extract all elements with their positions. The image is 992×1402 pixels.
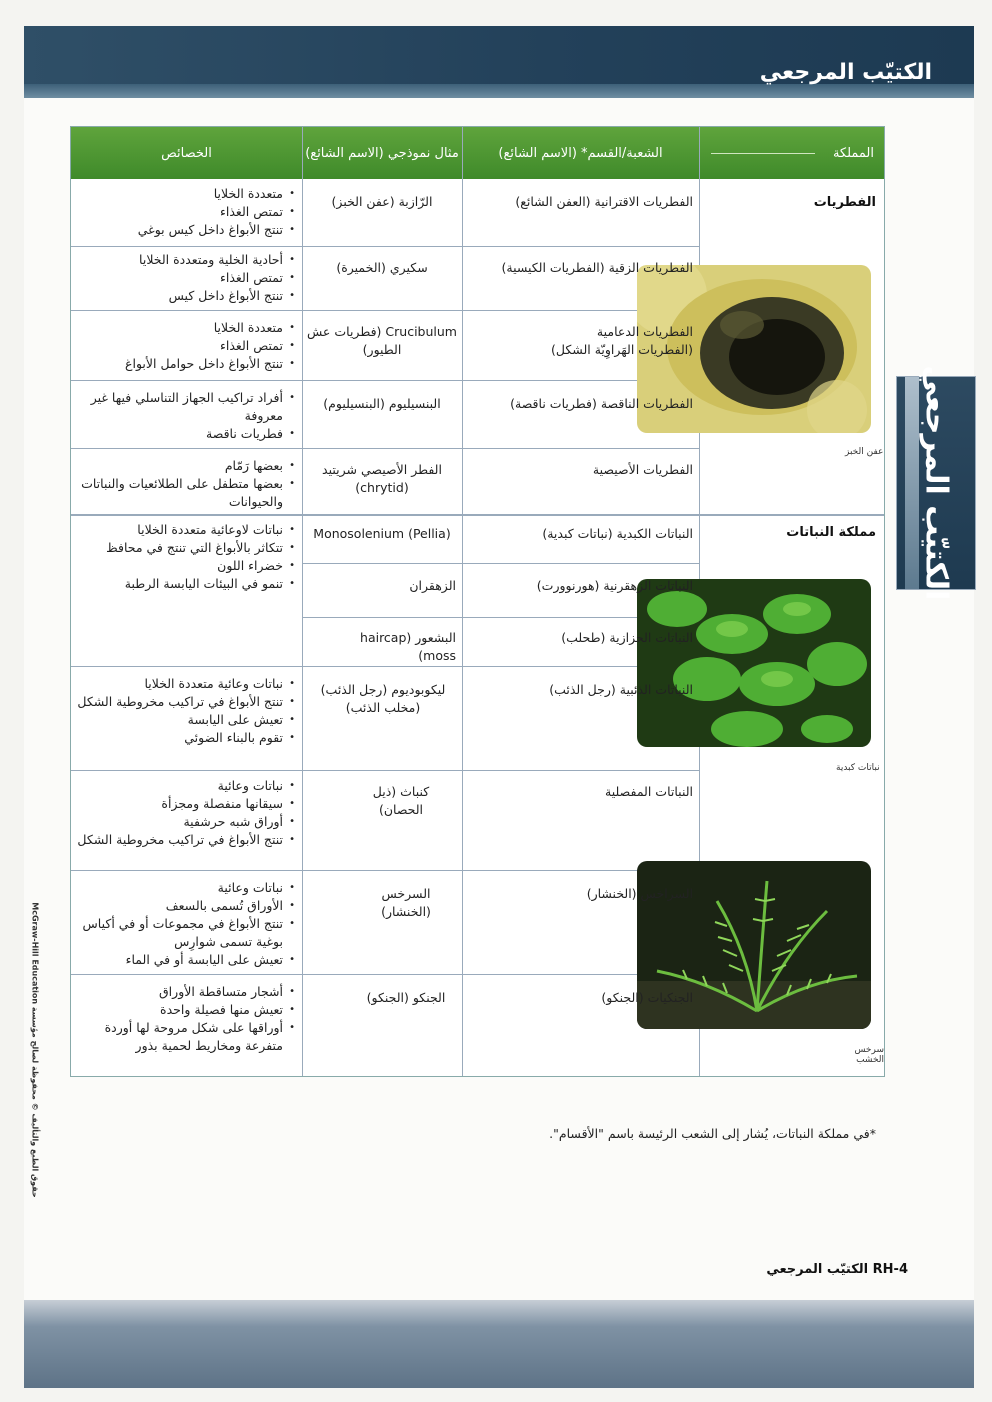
trait-item: • نباتات وعائية متعددة الخلايا <box>77 675 295 693</box>
copyright-text: McGraw-Hill Education حقوق الطبع والتأليف © محفوظة لصالح مؤسسة <box>30 902 40 1198</box>
table-header <box>71 127 884 179</box>
trait-item: • بعضها متطفل على الطلائعيات والنباتات والحيوانات <box>77 475 295 511</box>
example-cell: كنباث (ذيل الحصان) <box>372 784 430 817</box>
header-example: مثال نموذجي (الاسم الشائع) <box>305 145 459 161</box>
trait-item: • بعضها رَمّام <box>77 457 295 475</box>
example-cell: الرّازبة (عفن الخبز) <box>331 194 433 209</box>
example-cell: البشعور (haircap moss) <box>360 630 456 663</box>
kingdom-plants: مملكة النباتات <box>786 525 876 540</box>
trait-item: • تقوم بالبناء الضوئي <box>77 729 295 747</box>
row-divider <box>71 666 699 667</box>
traits-cell <box>77 389 295 443</box>
traits-cell <box>77 521 295 593</box>
phylum-cell: الفطريات الزقية (الفطريات الكيسية) <box>501 260 693 275</box>
phylum-cell: الجنكيات (الجنكو) <box>601 990 693 1005</box>
header-traits: الخصائص <box>161 145 212 161</box>
example-cell: Monosolenium (Pellia) <box>313 526 451 541</box>
row-divider <box>71 870 699 871</box>
footer-title: الكتيّب المرجعي <box>766 1262 869 1277</box>
trait-item: • أحادية الخلية ومتعددة الخلايا <box>77 251 295 269</box>
example-cell: الفطر الأصيصي شريتيد (chrytid) <box>322 462 442 495</box>
copyright-spine <box>26 900 44 1200</box>
caption-liverwort: نباتات كبدية <box>836 763 880 773</box>
row-divider <box>71 770 699 771</box>
trait-item: • تمتص الغذاء <box>77 203 295 221</box>
footnote: *في مملكة النباتات، يُشار إلى الشعب الرئيسة باسم "الأقسام". <box>549 1126 876 1141</box>
column-divider <box>302 127 303 1076</box>
trait-item: • نباتات وعائية <box>77 777 295 795</box>
trait-item: • تنتج الأبواغ داخل حوامل الأبواغ <box>77 355 295 373</box>
row-divider <box>71 310 699 311</box>
traits-cell <box>77 777 295 849</box>
row-divider <box>71 380 699 381</box>
traits-cell <box>77 319 295 373</box>
trait-item: • أوراق شبه حرشفية <box>77 813 295 831</box>
example-cell: الجنكو (الجنكو) <box>366 990 446 1005</box>
trait-item: • خضراء اللون <box>77 557 295 575</box>
row-divider <box>71 246 699 247</box>
header-phylum: الشعبة/القسم* (الاسم الشائع) <box>498 145 663 161</box>
trait-item: • متعددة الخلايا <box>77 319 295 337</box>
trait-item: • تنتج الأبواغ في مجموعات أو في أكياس بوغية تسمى شوارِس <box>77 915 295 951</box>
trait-item: • سيقانها منفصلة ومجزأة <box>77 795 295 813</box>
example-cell: Crucibulum (فطريات عش الطيور) <box>307 324 457 357</box>
trait-item: • أفراد تراكيب الجهاز التناسلي فيها غير معروفة <box>77 389 295 425</box>
phylum-cell: الفطريات الاقترانية (العفن الشائع) <box>515 194 693 209</box>
trait-item: • تنتج الأبواغ في تراكيب مخروطية الشكل <box>77 693 295 711</box>
example-cell: البنسيليوم (البنسيليوم) <box>323 396 441 411</box>
header-kingdom: المملكة <box>699 127 884 179</box>
traits-cell <box>77 185 295 239</box>
liverwort-photo <box>637 579 871 747</box>
kingdom-divider <box>71 514 884 516</box>
trait-item: • تنتج الأبواغ في تراكيب مخروطية الشكل <box>77 831 295 849</box>
trait-item: • تمتص الغذاء <box>77 269 295 287</box>
page-header-title: الكتيّب المرجعي <box>759 60 932 85</box>
phylum-cell: النباتات الكبدية (نباتات كبدية) <box>542 526 693 541</box>
side-tab[interactable] <box>896 365 976 601</box>
side-tab-stripe <box>905 377 919 589</box>
column-divider <box>462 127 463 1076</box>
trait-item: • نباتات لاوعائية متعددة الخلايا <box>77 521 295 539</box>
traits-cell <box>77 457 295 511</box>
trait-item: • الأوراق تُسمى بالسعف <box>77 897 295 915</box>
traits-cell <box>77 983 295 1055</box>
phylum-cell: الفطريات الأصيصية <box>592 462 693 477</box>
trait-item: • فطريات ناقصة <box>77 425 295 443</box>
trait-item: • أشجار متساقطة الأوراق <box>77 983 295 1001</box>
reference-table <box>70 126 885 1077</box>
kingdom-fungi: الفطريات <box>813 195 876 210</box>
trait-item: • تمتص الغذاء <box>77 337 295 355</box>
footer-page-code: RH-4 <box>872 1262 908 1277</box>
trait-item: • تعيش على اليابسة <box>77 711 295 729</box>
phylum-cell: الفطريات الناقصة (فطريات ناقصة) <box>510 396 693 411</box>
traits-cell <box>77 251 295 305</box>
traits-cell <box>77 675 295 747</box>
trait-item: • تعيش على اليابسة أو في الماء <box>77 951 295 969</box>
example-cell: سكيري (الخميرة) <box>336 260 428 275</box>
phylum-cell: النباتات الذئبية (رجل الذئب) <box>549 682 693 697</box>
caption-bread-mold: عفن الخبز <box>845 447 884 457</box>
example-cell: الزهقران <box>409 578 456 593</box>
row-divider <box>302 563 699 564</box>
trait-item: • تنمو في البيئات اليابسة الرطبة <box>77 575 295 593</box>
trait-item: • نباتات وعائية <box>77 879 295 897</box>
trait-item: • متعددة الخلايا <box>77 185 295 203</box>
row-divider <box>71 974 699 975</box>
page-footer <box>766 1262 918 1277</box>
trait-item: • تعيش منها فصيلة واحدة <box>77 1001 295 1019</box>
row-divider <box>71 448 699 449</box>
phylum-cell: النباتات المفصلية <box>605 784 693 799</box>
example-cell: ليكوبوديوم (رجل الذئب) (مخلب الذئب) <box>320 682 446 715</box>
bottom-banner <box>24 1300 974 1388</box>
example-cell: السرخس (الخنشار) <box>381 886 431 919</box>
phylum-cell: السراخس (الخنشار) <box>586 886 693 901</box>
traits-cell <box>77 879 295 969</box>
trait-item: • تنتج الأبواغ داخل كيس بوغي <box>77 221 295 239</box>
trait-item: • تنتج الأبواغ داخل كيس <box>77 287 295 305</box>
trait-item: • تتكاثر بالأبواغ التي تنتج في محافظ <box>77 539 295 557</box>
caption-fern: سرخس الخشب <box>854 1045 884 1065</box>
phylum-cell: النباتات الزهقرنية (هورنوورت) <box>536 578 693 593</box>
phylum-cell: النباتات الحزازية (طحلب) <box>561 630 693 645</box>
side-tab-label: الكتيّب المرجعي <box>918 365 954 601</box>
phylum-cell: الفطريات الدعامية (الفطريات الهَراوِيّة الشكل) <box>551 324 693 357</box>
trait-item: • أوراقها على شكل مروحة لها أوردة متفرعة ومخاريط لحمية بذور <box>77 1019 295 1055</box>
